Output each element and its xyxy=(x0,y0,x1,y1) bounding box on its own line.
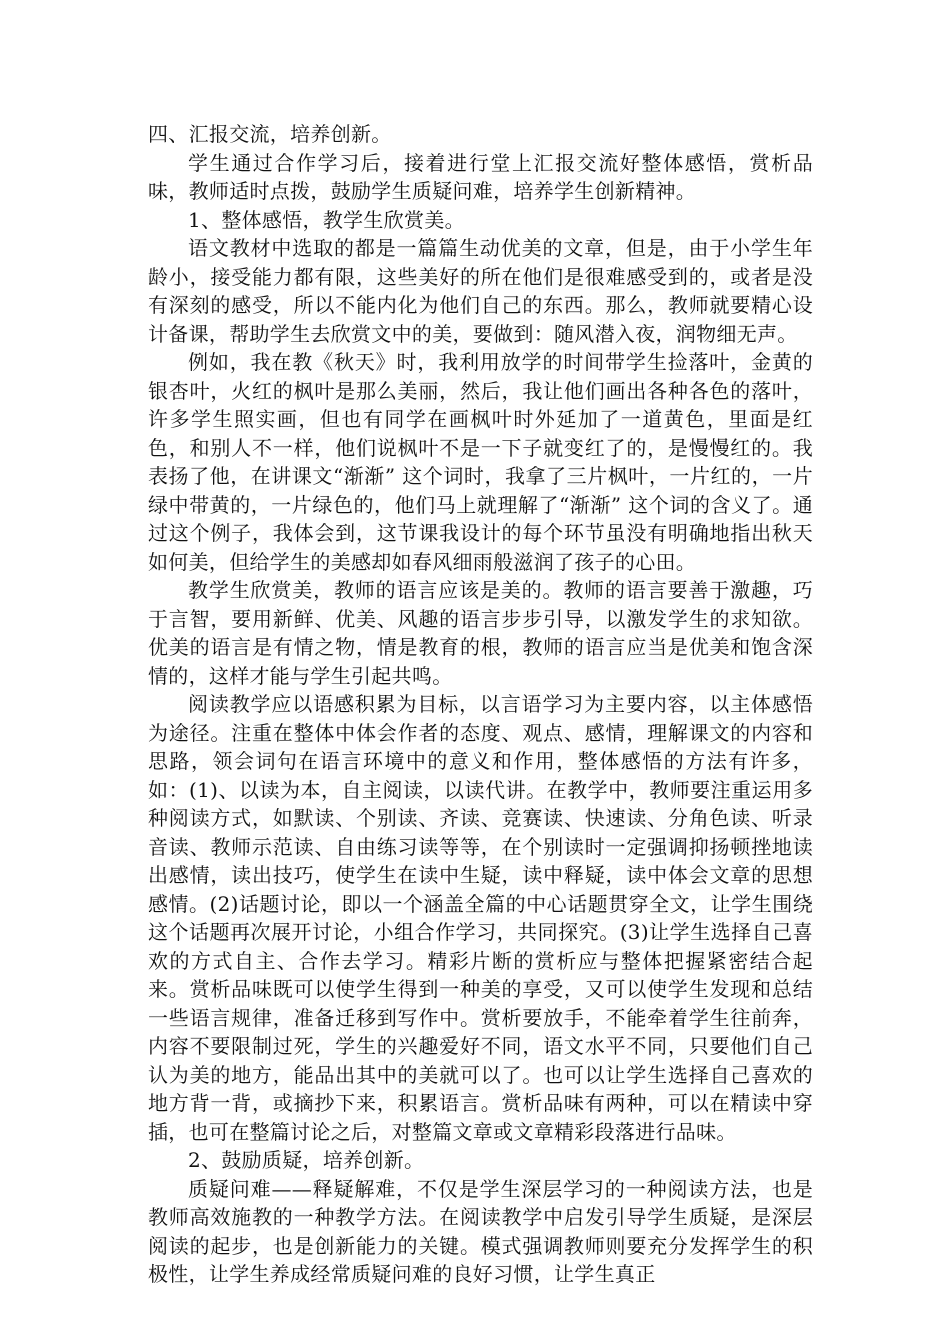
section-heading: 四、汇报交流，培养创新。 xyxy=(148,122,392,146)
document-body xyxy=(148,120,813,1289)
paragraph-intro: 学生通过合作学习后，接着进行堂上汇报交流好整体感悟，赏析品味，教师适时点拨，鼓励学生质疑问难，培养学生创新精神。 xyxy=(148,150,813,203)
paragraph-example: 例如，我在教《秋天》时，我利用放学的时间带学生捡落叶，金黄的银杏叶，火红的枫叶是那么美丽，然后，我让他们画出各种各色的落叶，许多学生照实画，但也有同学在画枫叶时外延加了一道黄色，里面是红色，和别人不一样，他们说枫叶不是一下子就变红了的，是慢慢红的。我表扬了他，在讲课文“渐渐” 这个词时，我拿了三片枫叶，一片红的，一片绿中带黄的，一片绿色的，他们马上就理解了“渐渐” 这个词的含义了。通过这个例子，我体会到，这节课我设计的每个环节虽没有明确地指出秋天如何美，但给学生的美感却如春风细雨般滋润了孩子的心田。 xyxy=(148,350,813,574)
subheading-1: 1、整体感悟，教学生欣赏美。 xyxy=(188,207,465,232)
paragraph-textbook: 语文教材中选取的都是一篇篇生动优美的文章，但是，由于小学生年龄小，接受能力都有限，这些美好的所在他们是很难感受到的，或者是没有深刻的感受，所以不能内化为他们自己的东西。那么，教师就要精心设计备课，帮助学生去欣赏文中的美，要做到：随风潜入夜，润物细无声。 xyxy=(148,236,813,346)
paragraph-teacher-language: 教学生欣赏美，教师的语言应该是美的。教师的语言要善于激趣，巧于言智，要用新鲜、优美、风趣的语言步步引导，以激发学生的求知欲。优美的语言是有情之物，情是教育的根，教师的语言应当是优美和饱含深情的，这样才能与学生引起共鸣。 xyxy=(148,578,813,688)
paragraph-reading-teaching: 阅读教学应以语感积累为目标，以言语学习为主要内容，以主体感悟为途径。注重在整体中体会作者的态度、观点、感情，理解课文的内容和思路，领会词句在语言环境中的意义和作用，整体感悟的方法有许多，如：(1)、以读为本，自主阅读，以读代讲。在教学中，教师要注重运用多种阅读方式，如默读、个别读、齐读、竞赛读、快速读、分角色读、听录音读、教师示范读、自由练习读等等，在个别读时一定强调抑扬顿挫地读出感情，读出技巧，使学生在读中生疑，读中释疑，读中体会文章的思想感情。(2)话题讨论，即以一个涵盖全篇的中心话题贯穿全文，让学生围绕这个话题再次展开讨论，小组合作学习，共同探究。(3)让学生选择自己喜欢的方式自主、合作去学习。精彩片断的赏析应与整体把握紧密结合起来。赏析品味既可以使学生得到一种美的享受，又可以使学生发现和总结一些语言规律，准备迁移到写作中。赏析要放手，不能牵着学生往前奔，内容不要限制过死，学生的兴趣爱好不同，语文水平不同，只要他们自己认为美的地方，能品出其中的美就可以了。也可以让学生选择自己喜欢的地方背一背，或摘抄下来，积累语言。赏析品味有两种，可以在精读中穿插，也可在整篇讨论之后，对整篇文章或文章精彩段落进行品味。 xyxy=(148,692,813,1144)
subheading-2: 2、鼓励质疑，培养创新。 xyxy=(188,1148,425,1172)
paragraph-questioning: 质疑问难——释疑解难，不仅是学生深层学习的一种阅读方法，也是教师高效施教的一种教学方法。在阅读教学中启发引导学生质疑，是深层阅读的起步，也是创新能力的关键。模式强调教师则要充分发挥学生的积极性，让学生养成经常质疑问难的良好习惯，让学生真正 xyxy=(148,1176,813,1286)
